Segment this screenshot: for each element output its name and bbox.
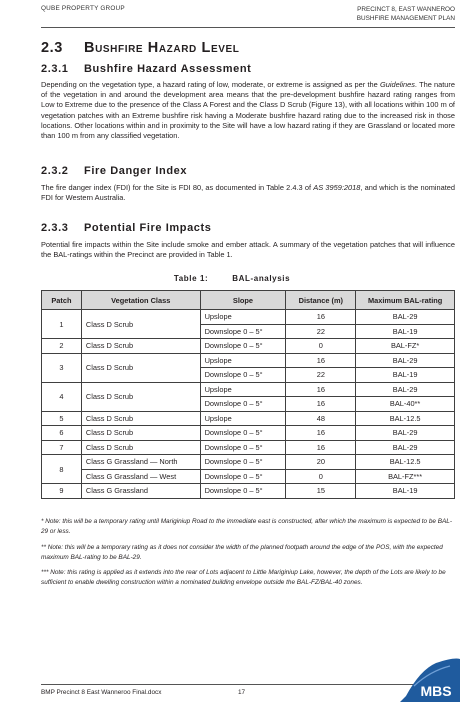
vegetation-cell: Class D Scrub	[81, 310, 200, 339]
header-divider	[41, 27, 455, 28]
slope-cell: Downslope 0 – 5°	[200, 368, 286, 383]
patch-cell: 2	[42, 339, 82, 354]
column-header: Maximum BAL-rating	[356, 291, 455, 310]
bal-cell: BAL-29	[356, 426, 455, 441]
bal-cell: BAL-29	[356, 310, 455, 325]
table-header-row	[42, 291, 455, 310]
vegetation-cell: Class G Grassland — North	[81, 455, 200, 470]
bal-cell: BAL-FZ***	[356, 469, 455, 484]
slope-cell: Downslope 0 – 5°	[200, 440, 286, 455]
distance-cell: 15	[286, 484, 356, 499]
logo-text: MBS	[420, 683, 452, 699]
distance-cell: 48	[286, 411, 356, 426]
subsection-title: Fire Danger Index	[84, 165, 188, 177]
distance-cell: 16	[286, 382, 356, 397]
vegetation-cell: Class G Grassland — West	[81, 469, 200, 484]
text-run: . The nature of the vegetation in and around the development area means that the pre-development bushfire hazard rating ranges from Low to Extreme due to the presence of the Class A Forest and the Class D Scrub (Figure 13), with all locations within 100 m of vegetation patches with an Extreme bushfire risk having a Moderate bushfire hazard rating due to the increased risk in those locations. Other locations within and in proximity to the Site will have a low hazard rating if they are Grassland or located more than 100 m from any classified vegetation.	[41, 80, 455, 141]
vegetation-cell: Class D Scrub	[81, 426, 200, 441]
subsection-number: 2.3.3	[41, 222, 69, 234]
header-project-info	[357, 5, 455, 23]
section-heading	[41, 40, 239, 56]
table-row	[42, 411, 455, 426]
distance-cell: 22	[286, 368, 356, 383]
header-company: QUBE PROPERTY GROUP	[41, 5, 125, 12]
italic-reference: AS 3959:2018	[313, 183, 361, 192]
table-note-3: *** Note: this rating is applied as it extends into the rear of Lots adjacent to Little Mariginiup Lake, however, the depth of the Lots are likely to be sufficient to enable dwelling construction within a nominated building envelope outside the BAL-FZ/BAL-40 zones.	[41, 569, 446, 586]
subsection-heading-hazard-assessment	[41, 63, 251, 75]
header-doc-type: BUSHFIRE MANAGEMENT PLAN	[356, 15, 455, 22]
bal-analysis-table	[41, 290, 455, 499]
distance-cell: 20	[286, 455, 356, 470]
column-header: Vegetation Class	[81, 291, 200, 310]
bal-cell: BAL-29	[356, 353, 455, 368]
table-row	[42, 469, 455, 484]
distance-cell: 0	[286, 339, 356, 354]
italic-reference: Guidelines	[379, 80, 415, 89]
subsection-heading-fire-danger-index	[41, 165, 187, 177]
bal-cell: BAL-29	[356, 440, 455, 455]
slope-cell: Downslope 0 – 5°	[200, 455, 286, 470]
slope-cell: Downslope 0 – 5°	[200, 397, 286, 412]
vegetation-cell: Class D Scrub	[81, 440, 200, 455]
text-run: The fire danger index (FDI) for the Site is FDI 80, as documented in Table 2.4.3 of	[41, 183, 314, 192]
bal-cell: BAL-19	[356, 368, 455, 383]
fire-danger-index-paragraph	[41, 183, 455, 203]
patch-cell: 8	[42, 455, 82, 484]
subsection-number: 2.3.2	[41, 165, 69, 177]
distance-cell: 16	[286, 440, 356, 455]
vegetation-cell: Class G Grassland	[81, 484, 200, 499]
bal-cell: BAL-40**	[356, 397, 455, 412]
slope-cell: Downslope 0 – 5°	[200, 484, 286, 499]
distance-cell: 16	[286, 353, 356, 368]
bal-cell: BAL-12.5	[356, 455, 455, 470]
subsection-heading-potential-fire-impacts	[41, 222, 212, 234]
patch-cell: 9	[42, 484, 82, 499]
slope-cell: Downslope 0 – 5°	[200, 324, 286, 339]
section-number: 2.3	[41, 40, 63, 56]
patch-cell: 4	[42, 382, 82, 411]
slope-cell: Upslope	[200, 353, 286, 368]
bal-cell: BAL-12.5	[356, 411, 455, 426]
distance-cell: 16	[286, 310, 356, 325]
distance-cell: 16	[286, 426, 356, 441]
table-note-1: * Note: this will be a temporary rating until Mariginiup Road to the immediate east is constructed, after which the maximum is expected to be BAL-29 or less.	[41, 518, 452, 535]
text-run: Depending on the vegetation type, a hazard rating of low, moderate, or extreme is assigned as per the	[41, 80, 380, 89]
slope-cell: Downslope 0 – 5°	[200, 426, 286, 441]
patch-cell: 7	[42, 440, 82, 455]
table-row	[42, 440, 455, 455]
slope-cell: Downslope 0 – 5°	[200, 339, 286, 354]
table-row	[42, 339, 455, 354]
patch-cell: 1	[42, 310, 82, 339]
table-row	[42, 484, 455, 499]
column-header: Patch	[42, 291, 82, 310]
subsection-number: 2.3.1	[41, 63, 69, 75]
table-caption-label: Table 1:	[173, 274, 209, 283]
patch-cell: 6	[42, 426, 82, 441]
vegetation-cell: Class D Scrub	[81, 353, 200, 382]
bal-cell: BAL-19	[356, 484, 455, 499]
mbs-logo	[400, 656, 460, 702]
vegetation-cell: Class D Scrub	[81, 411, 200, 426]
footer-filename: BMP Precinct 8 East Wanneroo Final.docx	[41, 689, 162, 696]
section-title: Bushfire Hazard Level	[84, 40, 240, 56]
patch-cell: 3	[42, 353, 82, 382]
subsection-title: Potential Fire Impacts	[84, 222, 212, 234]
vegetation-cell: Class D Scrub	[81, 339, 200, 354]
column-header: Distance (m)	[286, 291, 356, 310]
table-caption-title: BAL-analysis	[232, 274, 291, 283]
patch-cell: 5	[42, 411, 82, 426]
vegetation-cell: Class D Scrub	[81, 382, 200, 411]
header-project: PRECINCT 8, EAST WANNEROO	[357, 6, 455, 13]
table-note-2: ** Note: this will be a temporary rating as it does not consider the width of the planned footpath around the edge of the POS, with the expected maximum BAL-rating to be BAL-29.	[41, 544, 443, 561]
slope-cell: Upslope	[200, 310, 286, 325]
bal-cell: BAL-FZ*	[356, 339, 455, 354]
bal-cell: BAL-19	[356, 324, 455, 339]
slope-cell: Downslope 0 – 5°	[200, 469, 286, 484]
table-row	[42, 382, 455, 397]
subsection-title: Bushfire Hazard Assessment	[84, 63, 252, 75]
column-header: Slope	[200, 291, 286, 310]
slope-cell: Upslope	[200, 411, 286, 426]
slope-cell: Upslope	[200, 382, 286, 397]
hazard-assessment-paragraph	[41, 80, 455, 141]
distance-cell: 16	[286, 397, 356, 412]
table-row	[42, 426, 455, 441]
footer-divider	[41, 684, 455, 685]
table-row	[42, 353, 455, 368]
bal-cell: BAL-29	[356, 382, 455, 397]
table-row	[42, 310, 455, 325]
page-number: 17	[238, 689, 246, 696]
fire-impacts-paragraph: Potential fire impacts within the Site include smoke and ember attack. A summary of the vegetation patches that will influence the BAL-ratings within the Precinct are provided in Table 1.	[41, 240, 455, 260]
text-run: , and which is the nominated FDI for Western Australia.	[41, 183, 455, 203]
table-caption	[0, 274, 464, 283]
distance-cell: 22	[286, 324, 356, 339]
table-row	[42, 455, 455, 470]
distance-cell: 0	[286, 469, 356, 484]
